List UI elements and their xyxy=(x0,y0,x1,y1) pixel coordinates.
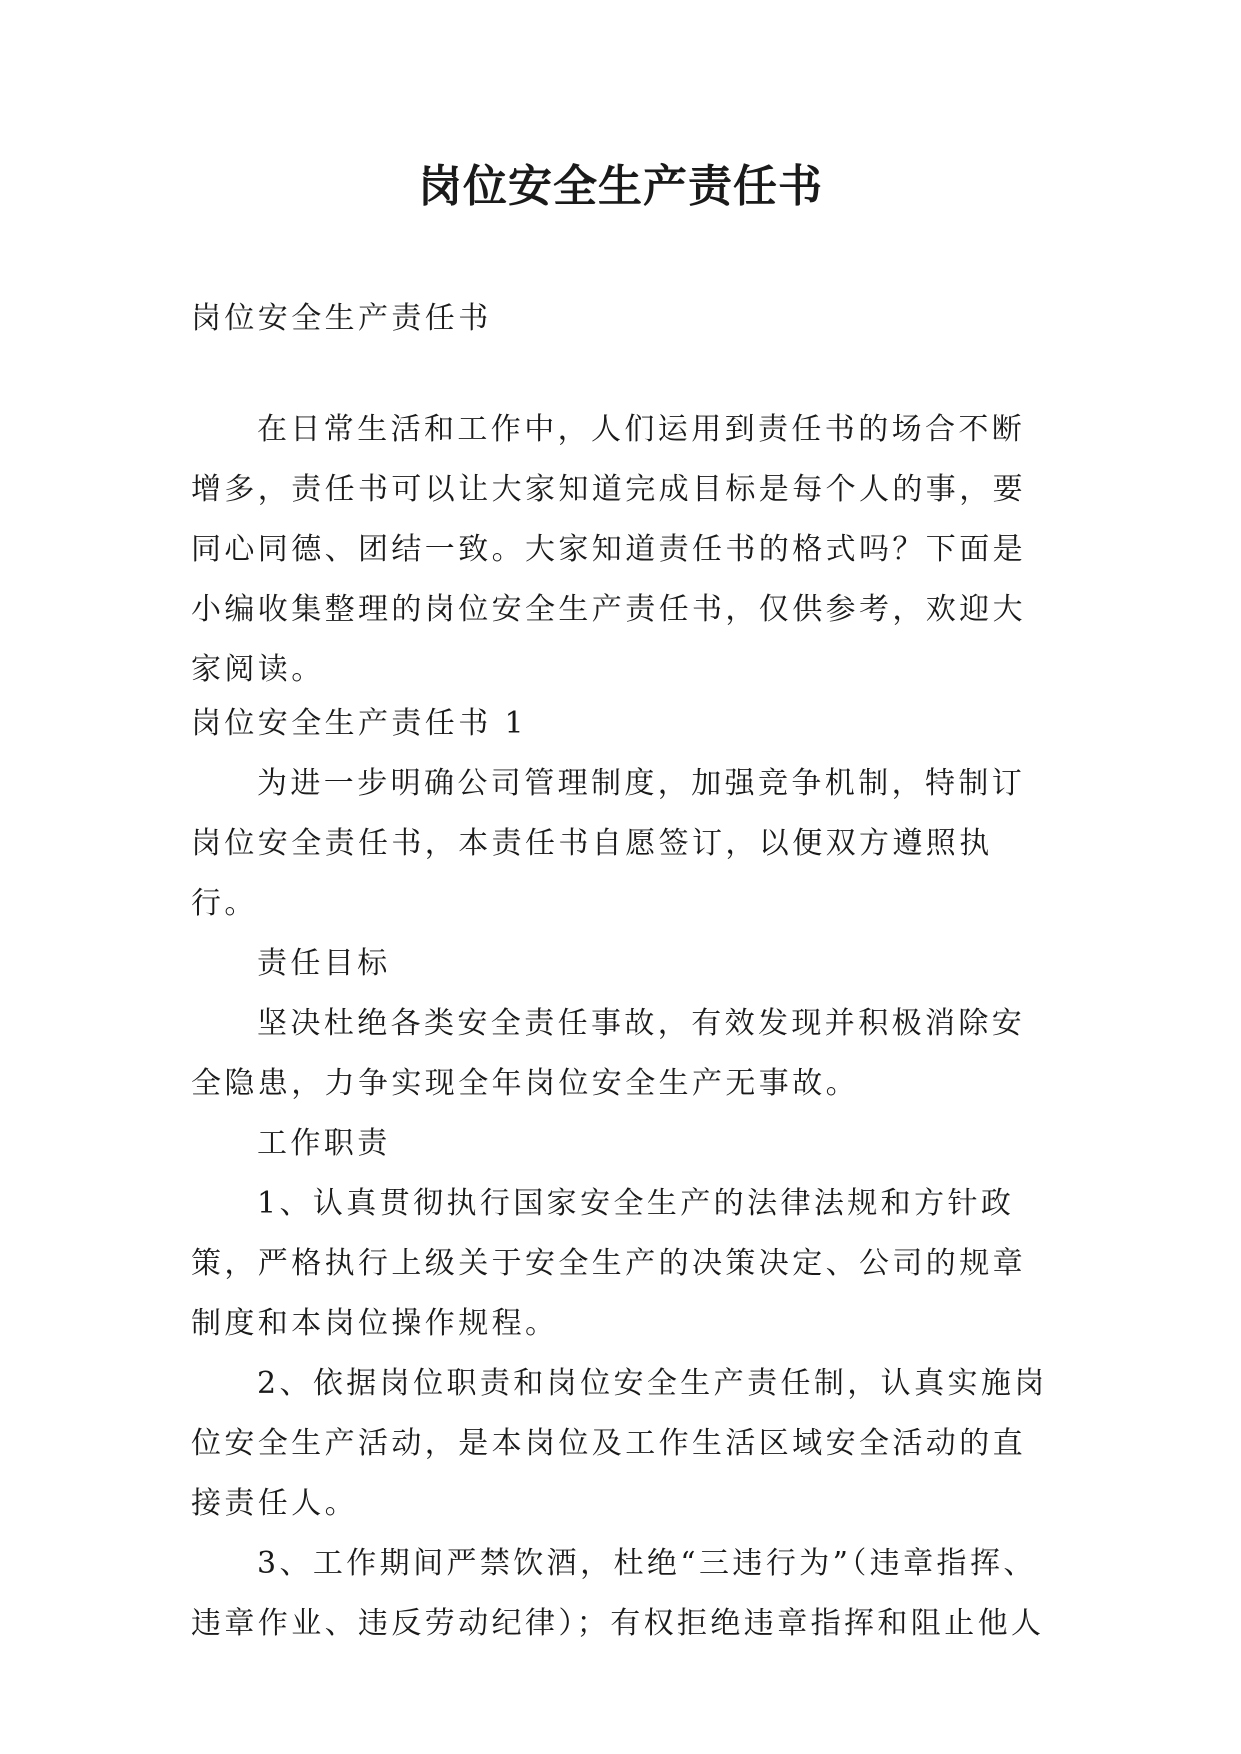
subtitle-block xyxy=(191,289,1051,349)
goal-paragraph: 坚决杜绝各类安全责任事故，有效发现并积极消除安全隐患，力争实现全年岗位安全生产无事故。 xyxy=(191,1006,1026,1101)
section-1 xyxy=(191,694,1051,1654)
duty-item-1: 1、认真贯彻执行国家安全生产的法律法规和方针政策，严格执行上级关于安全生产的决策决定、公司的规章制度和本岗位操作规程。 xyxy=(191,1186,1026,1341)
duty-item-3: 3、工作期间严禁饮酒，杜绝“三违行为”（违章指挥、违章作业、违反劳动纪律）；有权拒绝违章指挥和阻止他人 xyxy=(191,1546,1045,1641)
section-paragraph-purpose: 为进一步明确公司管理制度，加强竞争机制，特制订岗位安全责任书，本责任书自愿签订，以便双方遵照执行。 xyxy=(191,766,1026,921)
intro-paragraph: 在日常生活和工作中，人们运用到责任书的场合不断增多，责任书可以让大家知道完成目标是每个人的事，要同心同德、团结一致。大家知道责任书的格式吗？下面是小编收集整理的岗位安全生产责任书，仅供参考，欢迎大家阅读。 xyxy=(191,412,1026,687)
document-title: 岗位安全生产责任书 xyxy=(418,161,823,212)
duty-heading: 工作职责 xyxy=(257,1126,391,1161)
goal-heading: 责任目标 xyxy=(257,946,391,981)
document-subtitle: 岗位安全生产责任书 xyxy=(191,301,492,336)
intro-block xyxy=(191,400,1051,700)
section-heading: 岗位安全生产责任书 1 xyxy=(191,706,528,741)
duty-item-2: 2、依据岗位职责和岗位安全生产责任制，认真实施岗位安全生产活动，是本岗位及工作生活区域安全活动的直接责任人。 xyxy=(191,1366,1048,1521)
